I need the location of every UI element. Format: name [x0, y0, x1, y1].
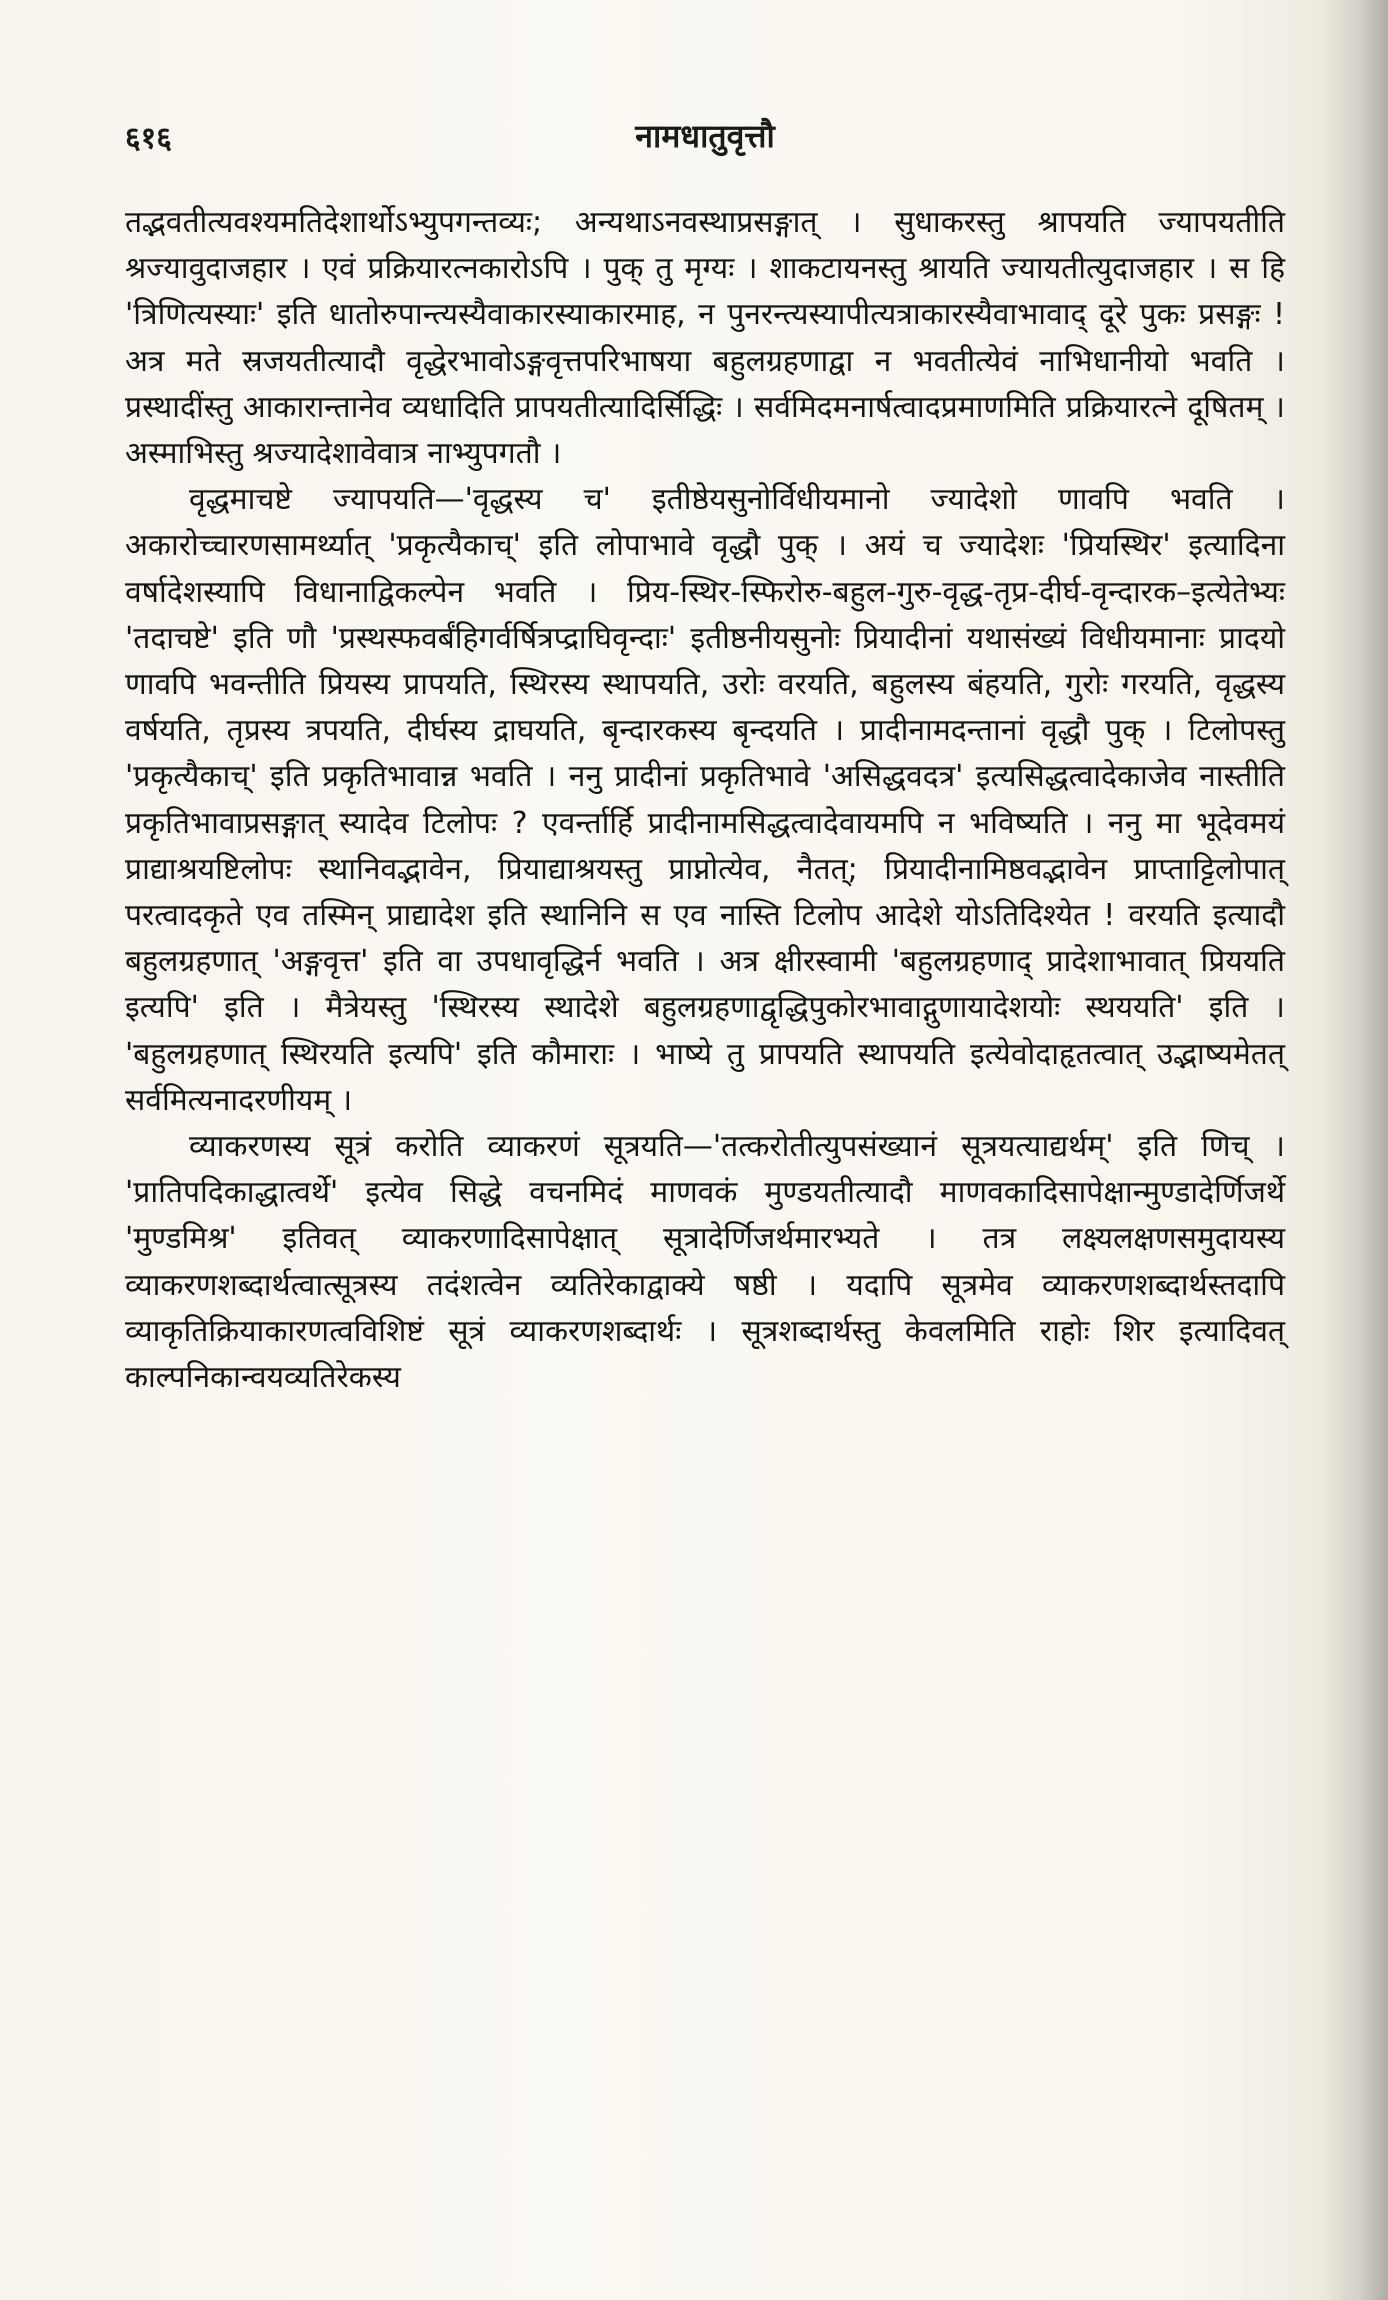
paragraph-1: तद्भवतीत्यवश्यमतिदेशार्थोऽभ्युपगन्तव्यः; अन्यथाऽनवस्थाप्रसङ्गात् । सुधाकरस्तु श्रापयति ज्यापयतीति श्रज्यावुदाजहार । एवं प्रक्रियारत्नकारोऽपि । पुक् तु मृग्यः । शाकटायनस्तु श्रायति ज्यायतीत्युदाजहार । स हि 'त्रिणित्यस्याः' इति धातोरुपान्त्यस्यैवाकारस्याकारमाह, न पुनरन्त्यस्यापीत्यत्राकारस्यैवाभावाद् दूरे पुकः प्रसङ्गः ! अत्र मते स्रजयतीत्यादौ वृद्धेरभावोऽङ्गवृत्तपरिभाषया बहुलग्रहणाद्वा न भवतीत्येवं नाभिधानीयो भवति । प्रस्थादींस्तु आकारान्तानेव व्यधादिति प्रापयतीत्यादिर्सिद्धिः । सर्वमिदमनार्षत्वादप्रमाणमिति प्रक्रियारत्ने दूषितम् । अस्माभिस्तु श्रज्यादेशावेवात्र नाभ्युपगतौ ।: [125, 205, 1285, 472]
page-header: [125, 108, 1285, 168]
paragraph-3: व्याकरणस्य सूत्रं करोति व्याकरणं सूत्रयति—'तत्करोतीत्युपसंख्यानं सूत्रयत्याद्यर्थम्' इति णिच् । 'प्रातिपदिकाद्धात्वर्थे' इत्येव सिद्धे वचनमिदं माणवकं मुण्डयतीत्यादौ माणवकादिसापेक्षान्मुण्डादेर्णिजर्थे 'मुण्डमिश्र' इतिवत् व्याकरणादिसापेक्षात् सूत्रादेर्णिजर्थमारभ्यते । तत्र लक्ष्यलक्षणसमुदायस्य व्याकरणशब्दार्थत्वात्सूत्रस्य तदंशत्वेन व्यतिरेकाद्वाक्ये षष्ठी । यदापि सूत्रमेव व्याकरणशब्दार्थस्तदापि व्याकृतिक्रियाकारणत्वविशिष्टं सूत्रं व्याकरणशब्दार्थः । सूत्रशब्दार्थस्तु केवलमिति राहोः शिर इत्यादिवत् काल्पनिकान्वयव्यतिरेकस्य: [125, 1129, 1285, 1396]
page-number: ६१६: [125, 121, 172, 156]
page-gutter-shadow: [1318, 0, 1388, 2300]
paragraph-2: वृद्धमाचष्टे ज्यापयति—'वृद्धस्य च' इतीष्ठेयसुनोर्विधीयमानो ज्यादेशो णावपि भवति । अकारोच्चारणसामर्थ्यात् 'प्रकृत्यैकाच्' इति लोपाभावे वृद्धौ पुक् । अयं च ज्यादेशः 'प्रियस्थिर' इत्यादिना वर्षादेशस्यापि विधानाद्विकल्पेन भवति । प्रिय-स्थिर-स्फिरोरु-बहुल-गुरु-वृद्ध-तृप्र-दीर्घ-वृन्दारक–इत्येतेभ्यः 'तदाचष्टे' इति णौ 'प्रस्थस्फवर्बंहिगर्वर्षित्रप्द्राघिवृन्दाः' इतीष्ठनीयसुनोः प्रियादीनां यथासंख्यं विधीयमानाः प्रादयो णावपि भवन्तीति प्रियस्य प्रापयति, स्थिरस्य स्थापयति, उरोः वरयति, बहुलस्य बंहयति, गुरोः गरयति, वृद्धस्य वर्षयति, तृप्रस्य त्रपयति, दीर्घस्य द्राघयति, बृन्दारकस्य बृन्दयति । प्रादीनामदन्तानां वृद्धौ पुक् । टिलोपस्तु 'प्रकृत्यैकाच्' इति प्रकृतिभावान्न भवति । ननु प्रादीनां प्रकृतिभावे 'असिद्धवदत्र' इत्यसिद्धत्वादेकाजेव नास्तीति प्रकृतिभावाप्रसङ्गात् स्यादेव टिलोपः ? एवर्न्तार्हि प्रादीनामसिद्धत्वादेवायमपि न भविष्यति । ननु मा भूदेवमयं प्राद्याश्रयष्टिलोपः स्थानिवद्भावेन, प्रियाद्याश्रयस्तु प्राप्नोत्येव, नैतत्; प्रियादीनामिष्ठवद्भावेन प्राप्ताट्टिलोपात् परत्वादकृते एव तस्मिन् प्राद्यादेश इति स्थानिनि स एव नास्ति टिलोप आदेशे योऽतिदिश्येत ! वरयति इत्यादौ बहुलग्रहणात् 'अङ्गवृत्त' इति वा उपधावृद्धिर्न भवति । अत्र क्षीरस्वामी 'बहुलग्रहणाद् प्रादेशाभावात् प्रिययति इत्यपि' इति । मैत्रेयस्तु 'स्थिरस्य स्थादेशे बहुलग्रहणाद्वृद्धिपुकोरभावाद्गुणायादेशयोः स्थययति' इति । 'बहुलग्रहणात् स्थिरयति इत्यपि' इति कौमाराः । भाष्ये तु प्रापयति स्थापयति इत्येवोदाहृतत्वात् उद्भाष्यमेतत् सर्वमित्यनादरणीयम् ।: [125, 482, 1285, 1118]
running-title: नामधातुवृत्तौ: [635, 117, 775, 155]
body-text: [125, 200, 1285, 1401]
